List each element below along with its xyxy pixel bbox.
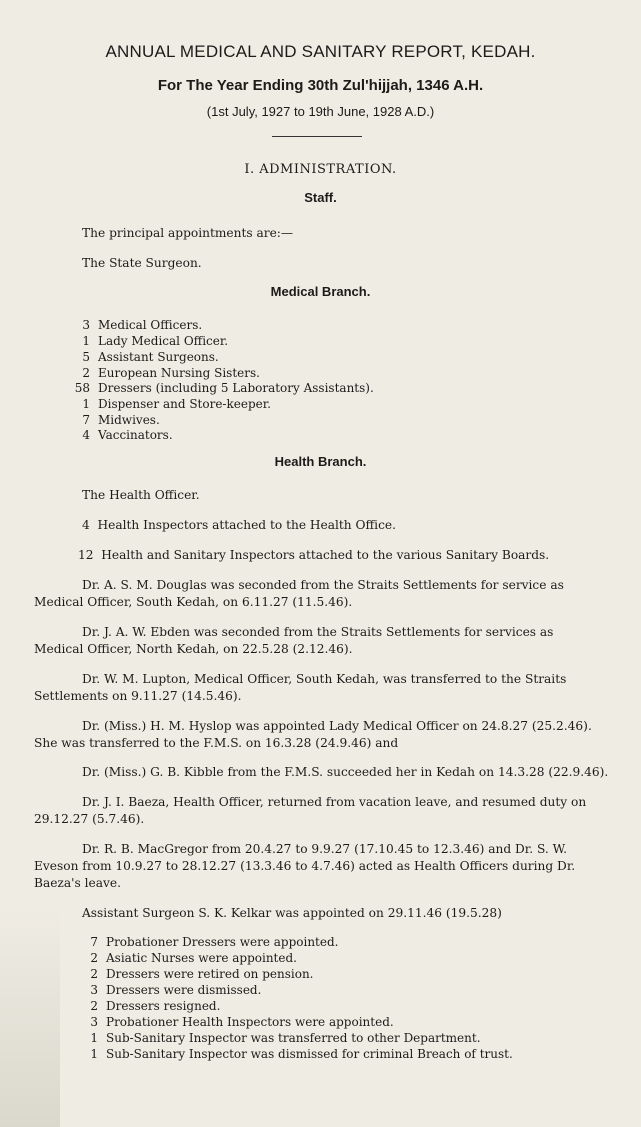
change-item: 3 Dressers were dismissed.: [90, 983, 262, 997]
section-title: I. ADMINISTRATION.: [244, 162, 397, 177]
sanitary-inspectors-line: 12 Health and Sanitary Inspectors attached to the various Sanitary Boards.: [78, 548, 550, 562]
paragraph-line: Dr. J. A. W. Ebden was seconded from the Straits Settlements for services as: [82, 625, 554, 639]
health-inspectors-line: 4 Health Inspectors attached to the Health Office.: [82, 518, 396, 532]
medical-item: 3 Medical Officers.: [82, 318, 203, 332]
medical-branch-heading: Medical Branch.: [270, 284, 371, 299]
paragraph-line: Settlements on 9.11.27 (14.5.46).: [34, 689, 242, 703]
change-item: 1 Sub-Sanitary Inspector was dismissed for criminal Breach of trust.: [90, 1047, 513, 1061]
state-surgeon: The State Surgeon.: [82, 256, 202, 270]
medical-item: 5 Assistant Surgeons.: [82, 350, 219, 364]
change-item: 2 Dressers were retired on pension.: [90, 967, 314, 981]
report-subtitle: For The Year Ending 30th Zul'hijjah, 1346 A.H.: [157, 77, 484, 94]
change-item: 3 Probationer Health Inspectors were appointed.: [90, 1015, 394, 1029]
paragraph-line: Dr. (Miss.) H. M. Hyslop was appointed Lady Medical Officer on 24.8.27 (25.2.46).: [82, 719, 592, 733]
page-shadow: [0, 907, 60, 1127]
paragraph-line: She was transferred to the F.M.S. on 16.3.28 (24.9.46) and: [34, 736, 399, 750]
paragraph-line: Medical Officer, South Kedah, on 6.11.27 (11.5.46).: [34, 595, 353, 609]
medical-item: 7 Midwives.: [82, 413, 160, 427]
paragraph-line: Dr. A. S. M. Douglas was seconded from the Straits Settlements for service as: [82, 578, 564, 592]
date-range: (1st July, 1927 to 19th June, 1928 A.D.): [206, 104, 435, 119]
health-branch-heading: Health Branch.: [274, 454, 367, 469]
change-item: 2 Asiatic Nurses were appointed.: [90, 951, 297, 965]
medical-item: 58 Dressers (including 5 Laboratory Assistants).: [74, 381, 374, 395]
health-officer: The Health Officer.: [82, 488, 200, 502]
staff-heading: Staff.: [304, 190, 337, 205]
change-item: 1 Sub-Sanitary Inspector was transferred to other Department.: [90, 1031, 481, 1045]
paragraph-line: Dr. (Miss.) G. B. Kibble from the F.M.S. succeeded her in Kedah on 14.3.28 (22.9.46).: [82, 765, 609, 779]
medical-item: 1 Lady Medical Officer.: [82, 334, 229, 348]
divider-rule: [272, 136, 362, 137]
medical-item: 2 European Nursing Sisters.: [82, 366, 260, 380]
paragraph-line: Eveson from 10.9.27 to 28.12.27 (13.3.46 to 4.7.46) acted as Health Officers during Dr.: [34, 859, 576, 873]
change-item: 2 Dressers resigned.: [90, 999, 221, 1013]
change-item: 7 Probationer Dressers were appointed.: [90, 935, 339, 949]
report-title: ANNUAL MEDICAL AND SANITARY REPORT, KEDAH.: [105, 42, 536, 61]
paragraph-line: Dr. J. I. Baeza, Health Officer, returned from vacation leave, and resumed duty on: [82, 795, 587, 809]
paragraph-line: 29.12.27 (5.7.46).: [34, 812, 145, 826]
paragraph-line: Medical Officer, North Kedah, on 22.5.28 (2.12.46).: [34, 642, 353, 656]
paragraph-line: Baeza's leave.: [34, 876, 121, 890]
paragraph-line: Assistant Surgeon S. K. Kelkar was appointed on 29.11.46 (19.5.28): [82, 906, 502, 920]
intro-text: The principal appointments are:—: [82, 226, 294, 240]
paragraph-line: Dr. W. M. Lupton, Medical Officer, South Kedah, was transferred to the Straits: [82, 672, 567, 686]
medical-item: 4 Vaccinators.: [82, 428, 173, 442]
medical-item: 1 Dispenser and Store-keeper.: [82, 397, 271, 411]
paragraph-line: Dr. R. B. MacGregor from 20.4.27 to 9.9.27 (17.10.45 to 12.3.46) and Dr. S. W.: [82, 842, 567, 856]
